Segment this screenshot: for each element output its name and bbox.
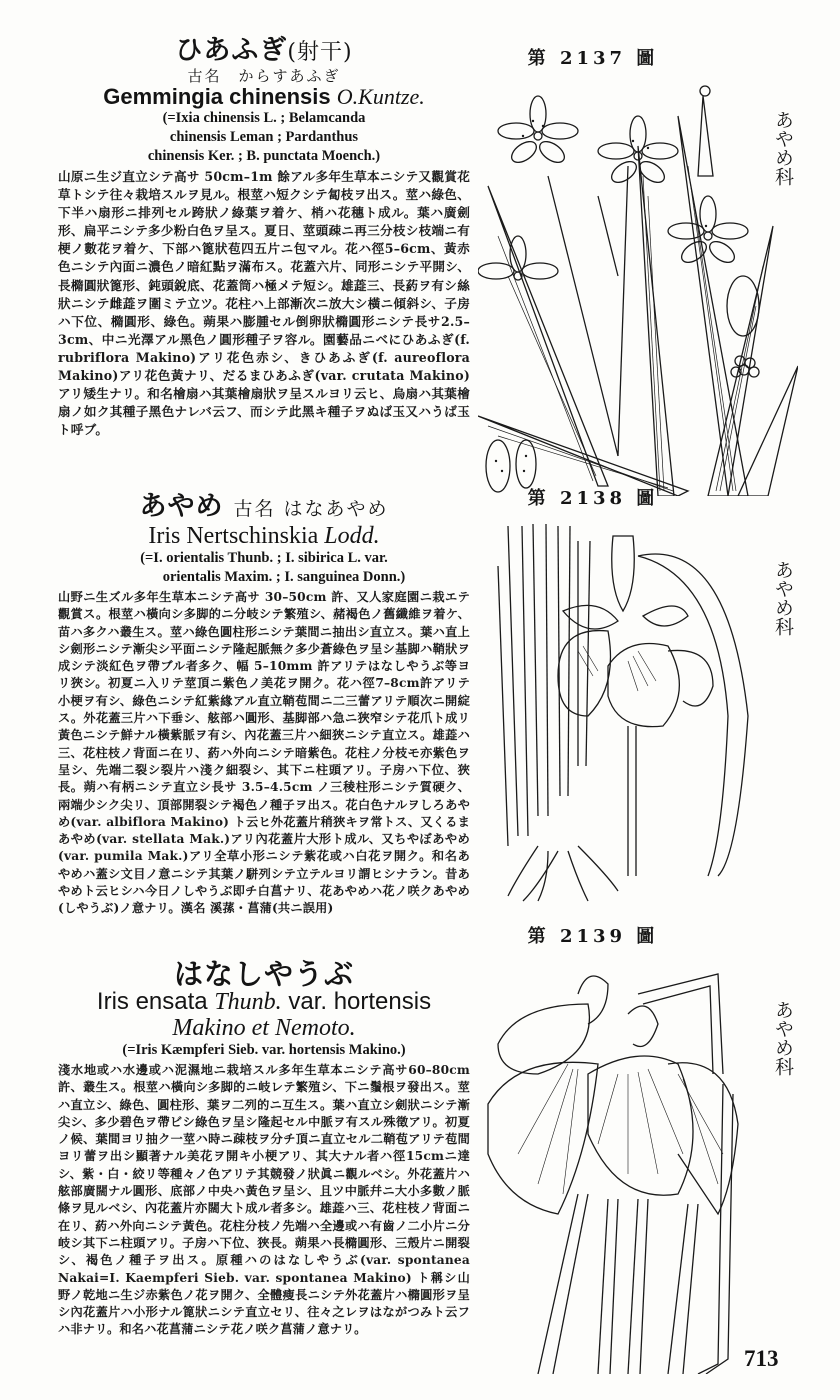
entry-title bbox=[58, 959, 470, 989]
figure-label: 第 2138 圖 bbox=[527, 488, 659, 509]
synonym-line: (=I. orientalis Thunb. ; I. sibirica L. var. bbox=[140, 550, 388, 566]
old-name: 古名 はなあやめ bbox=[233, 498, 389, 520]
figure-2138 bbox=[478, 484, 840, 906]
japanese-name: はなしやうぶ bbox=[173, 957, 354, 991]
description: 淺水地或ハ水邊或ハ泥濕地ニ栽培スル多年生草本ニシテ高サ60–80cm許、叢生ス。根莖ハ橫向シ多脚的ニ岐レテ繁殖シ、下ニ鬚根ヲ發出ス。莖ハ直立シ、綠色、圓柱形、葉ヲ二列的ニ互生ス。葉ハ直立シ劍狀ニシテ漸尖シ、多少碧色ヲ帶ビシ綠色ヲ呈シ隆起セル中脈ヲ有スル殊徵アリ。初夏ノ候、葉間ヨリ抽ク一莖ハ時ニ疎枝ヲ分チ頂ニ直立セル二鞘苞アリテ苞間ヨリ蕾ヲ出シ顯著ナル美花ヲ開キ小梗アリ、其大ナル者ハ徑15cmニ達シ、紫・白・絞リ等種々ノ色アリテ其競發ノ狀眞ニ觀ルベシ。外花蓋片ハ舷部廣闊ナル圓形、底部ノ中央ハ黃色ヲ呈シ、且ツ中脈幷ニ大小多數ノ脈條ヲ見ルベシ、內花蓋片亦闊大ト成ル者多シ。雄蕋ハ三、花柱枝ノ背面ニ在リ、葯ハ外向ニシテ黃色。花柱分枝ノ先端ハ全邊或ハ有齒ノ二小片ニ分岐シ其下ニ柱頭アリ。子房ハ下位、狹長。蒴果ハ長橢圓形、三殼片ニ開裂シ、褐色ノ種子ヲ出ス。原種ハのはなしやうぶ(var. spontanea Nakai=I. Kaempferi Sieb. var. spontanea Makino) ト稱シ山野ノ乾地ニ生ジ赤紫色ノ花ヲ開ク、全體瘦長ニシテ外花蓋片ハ橢圓形ヲ呈シ內花蓋片ハ小形ナル篦狀ニシテ直立セリ、往々之レヲはながつみト云フハ非ナリ。和名ハ花菖蒲ニシテ花ノ咲ク菖蒲ノ意ナリ。 bbox=[58, 1063, 470, 1337]
author: Makino et Nemoto. bbox=[172, 1015, 356, 1041]
old-name: 古名 からすあふぎ bbox=[187, 67, 341, 85]
text-column bbox=[58, 36, 470, 1339]
figure-label: 第 2139 圖 bbox=[527, 926, 659, 947]
binomial: Iris Nertschinskia bbox=[148, 523, 319, 549]
page-number: 713 bbox=[744, 1346, 779, 1371]
figure-label: 第 2137 圖 bbox=[527, 48, 659, 69]
family-name: あやめ科 bbox=[772, 560, 794, 636]
synonym-line: orientalis Maxim. ; I. sanguinea Donn.) bbox=[162, 569, 406, 585]
japanese-name: あやめ bbox=[139, 491, 224, 522]
kanji-name: (射干) bbox=[287, 40, 353, 65]
entry-title bbox=[58, 492, 470, 524]
binomial: Gemmingia chinensis bbox=[103, 84, 331, 109]
family-label bbox=[768, 110, 792, 195]
description: 山原ニ生ジ直立シテ高サ 50cm–1m 餘アル多年生草本ニシテ又觀賞花草トシテ往々栽培スルヲ見ル。根莖ハ短クシテ匐枝ヲ出ス。莖ハ綠色、下半ハ扇形ニ排列セル跨狀ノ綠葉ヲ着ケ、梢ハ花穗ト成ル。葉ハ廣劍形、扁平ニシテ多少粉白色ヲ呈ス。夏日、莖頭疎ニ再三分枝シ枝端ニ有梗ノ數花ヲ着ケ、下部ハ篦狀苞四五片ニ包マル。花ハ徑5–6cm、黃赤色ニシテ內面ニ濃色ノ暗紅點ヲ滿布ス。花蓋六片、同形ニシテ平開シ、長橢圓狀篦形、鈍頭銳底、花蓋筒ハ極メテ短シ。雄蕋三、長葯ヲ有シ絲狀ニシテ雌蕋ヲ圍ミテ立ツ。花柱ハ上部漸次ニ放大シ橫ニ傾斜シ、子房ハ下位、橢圓形、綠色。蒴果ハ膨腫セル倒卵狀橢圓形ニシテ長サ2.5–3cm、中ニ光澤アル黑色ノ圓形種子ヲ容ル。園藝品ニベにひあふぎ(f. rubriflora Makino)アリ花色赤シ、きひあふぎ(f. aureoflora Makino)アリ花色黃ナリ、だるまひあふぎ(var. crutata Makino) アリ矮生ナリ。和名檜扇ハ其葉檜扇狀ヲ呈スルヨリ云ヒ、烏扇ハ其葉檜扇ノ如ク其種子黑色ナレバ云フ、而シテ此黑キ種子ヲぬば玉又ハうば玉ト呼ブ。 bbox=[58, 169, 470, 438]
entry-hiaogi bbox=[58, 36, 470, 480]
scientific-name bbox=[58, 989, 470, 1015]
scientific-name bbox=[58, 84, 470, 109]
synonym-line: (=Iris Kæmpferi Sieb. var. hortensis Makino.) bbox=[122, 1042, 406, 1058]
blackberry-lily-drawing-icon bbox=[478, 76, 798, 496]
figure-2139 bbox=[478, 922, 840, 1374]
synonym-line: chinensis Leman ; Pardanthus bbox=[169, 129, 359, 145]
scientific-name bbox=[58, 524, 470, 549]
iris-ayame-drawing-icon bbox=[478, 516, 798, 906]
author: Lodd. bbox=[324, 523, 380, 549]
entry-ayame bbox=[58, 492, 470, 953]
family-label bbox=[768, 1000, 792, 1085]
family-label bbox=[768, 560, 792, 645]
description: 山野ニ生ズル多年生草本ニシテ高サ 30–50cm 許、又人家庭園ニ栽エテ觀賞ス。根莖ハ橫向シ多脚的ニ分岐シテ繁殖シ、赭褐色ノ舊纖維ヲ着ケ、苗ハ多クハ叢生ス。莖ハ綠色圓柱形ニシテ葉間ニ抽出シ直立ス。葉ハ直上シ劍形ニシテ漸尖シ平面ニシテ隆起脈無ク多少蒼綠色ヲ呈シ基脚ハ鞘狀ヲ成シテ淡紅色ヲ帶ブル者多ク、幅 5–10mm 許アリテはなしやうぶ等ヨリ狹シ。初夏ニ入リテ莖頂ニ紫色ノ美花ヲ開ク。花ハ徑7–8cm許アリテ小梗ヲ有シ、綠色ニシテ紅紫緣アル直立鞘苞間ニ二三蕾アリテ順次ニ開綻ス。外花蓋三片ハ下垂シ、舷部ハ圓形、基脚部ハ急ニ狹窄シテ花爪ト成リ黃色ニシテ鮮ナル橫紫脈ヲ有シ、內花蓋三片ハ細狹ニシテ直立ス。雄蕋ハ三、花柱枝ノ背面ニ在リ、葯ハ外向ニシテ暗紫色。花柱ノ分枝モ亦紫色ヲ呈シ、先端二裂シ裂片ハ淺ク細裂シ、其下ニ柱頭アリ。子房ハ下位、狹長。蒴ハ有柄ニシテ直立シ長サ 3.5–4.5cm ノ三稜柱形ニシテ質硬ク、兩端少シク尖リ、頂部開裂シテ褐色ノ種子ヲ出ス。花白色ナルヲしろあやめ(var. albiflora Makino) ト云ヒ外花蓋片稍狹キヲ常トス、又くるまあやめ(var. stellata Mak.)アリ內花蓋片大形ト成ル、又ちやぼあやめ(var. pumila Mak.)アリ全草小形ニシテ紫花或ハ白花ヲ開ク。和名あやめハ蓋シ文目ノ意ニシテ其葉ノ駢列シテ立テルヨリ謂ヒシナラン。昔あやめト云ヒシハ今日ノしやうぶ即チ白菖ナリ、花あやめハ花ノ咲クあやめ(しやうぶ)ノ意ナリ。漢名 溪蓀・菖蒲(共ニ誤用) bbox=[58, 590, 470, 916]
synonym-line: chinensis Ker. ; B. punctata Moench.) bbox=[147, 148, 381, 164]
synonym-line: (=Ixia chinensis L. ; Belamcanda bbox=[162, 110, 366, 126]
scientific-name-authors bbox=[58, 1015, 470, 1041]
variety: var. hortensis bbox=[281, 988, 432, 1015]
family-name: あやめ科 bbox=[772, 110, 794, 186]
japanese-name: ひあふぎ bbox=[175, 35, 288, 66]
entry-title bbox=[58, 36, 470, 68]
binomial: Iris ensata bbox=[96, 988, 215, 1015]
entry-hanashoubu bbox=[58, 959, 470, 1339]
author: O.Kuntze. bbox=[336, 84, 425, 109]
japanese-iris-drawing-icon bbox=[478, 954, 798, 1374]
author: Thunb. bbox=[214, 989, 282, 1015]
family-name: あやめ科 bbox=[772, 1000, 794, 1076]
